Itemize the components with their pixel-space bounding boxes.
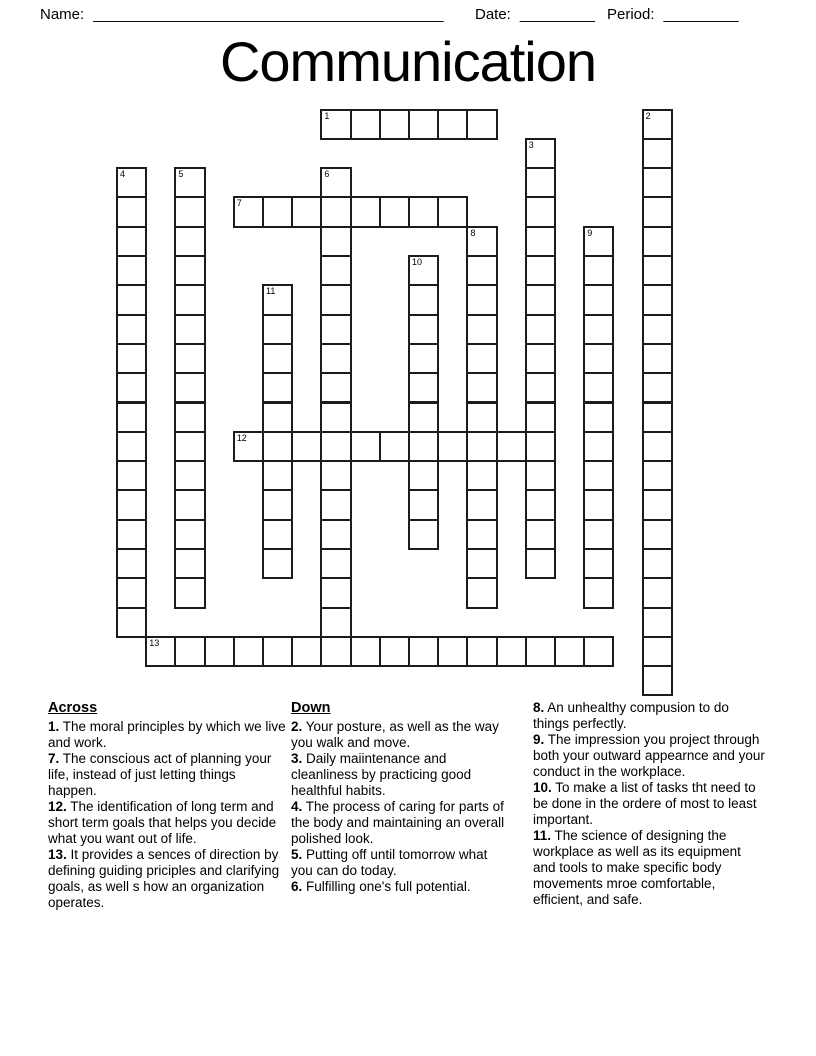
- grid-cell: [496, 431, 527, 462]
- clue-11: 11. The science of designing the workplace as well as its equipment and tools to make specific body movements mroe comfortable, efficient, and safe.: [533, 828, 741, 907]
- grid-cell: [262, 636, 293, 667]
- grid-cell: [174, 226, 205, 257]
- grid-cell: [525, 255, 556, 286]
- grid-cell: [525, 284, 556, 315]
- down-heading: Down: [291, 700, 331, 716]
- grid-cell: [466, 548, 497, 579]
- grid-cell: [408, 460, 439, 491]
- grid-cell: [116, 402, 147, 433]
- grid-cell: [262, 489, 293, 520]
- clue-9: 9. The impression you project through both your outward appearnce and your conduct in the workplace.: [533, 732, 765, 779]
- grid-cell: [262, 402, 293, 433]
- grid-cell: [174, 636, 205, 667]
- grid-cell: [466, 460, 497, 491]
- grid-cell: [554, 636, 585, 667]
- grid-cell: [262, 548, 293, 579]
- grid-cell: [116, 519, 147, 550]
- clue-8: 8. An unhealthy compusion to do things perfectly.: [533, 700, 729, 731]
- grid-cell: [466, 284, 497, 315]
- clue-3: 3. Daily maiintenance and cleanliness by practicing good healthful habits.: [291, 751, 472, 798]
- grid-cell: [116, 167, 147, 198]
- cell-number: 5: [178, 169, 184, 180]
- grid-cell: [642, 665, 673, 696]
- grid-cell: [174, 196, 205, 227]
- grid-cell: [408, 489, 439, 520]
- clue-number: 9.: [533, 732, 545, 747]
- cell-number: 2: [645, 110, 651, 121]
- grid-cell: [525, 196, 556, 227]
- grid-cell: [466, 431, 497, 462]
- grid-cell: [116, 196, 147, 227]
- cell-number: 10: [412, 257, 423, 267]
- grid-cell: [408, 431, 439, 462]
- grid-cell: [642, 138, 673, 169]
- grid-cell: [583, 489, 614, 520]
- grid-cell: [466, 255, 497, 286]
- grid-cell: [116, 577, 147, 608]
- grid-cell: [583, 460, 614, 491]
- grid-cell: [350, 431, 381, 462]
- grid-cell: [642, 226, 673, 257]
- grid-cell: [583, 372, 614, 403]
- date-blank-line: _________: [519, 6, 595, 23]
- grid-cell: [583, 519, 614, 550]
- grid-cell: [320, 372, 351, 403]
- grid-cell: [642, 109, 673, 140]
- grid-cell: [174, 577, 205, 608]
- grid-cell: [320, 402, 351, 433]
- grid-cell: [642, 460, 673, 491]
- clue-12: 12. The identification of long term and short term goals that helps you decide what you want out of life.: [48, 799, 277, 846]
- grid-cell: [525, 226, 556, 257]
- clue-number: 11.: [533, 828, 552, 843]
- grid-cell: [116, 284, 147, 315]
- cell-number: 4: [120, 169, 126, 180]
- cell-number: 8: [470, 227, 476, 238]
- grid-cell: [583, 431, 614, 462]
- grid-cell: [379, 636, 410, 667]
- grid-cell: [642, 167, 673, 198]
- grid-cell: [642, 548, 673, 579]
- grid-cell: [262, 519, 293, 550]
- grid-cell: [379, 431, 410, 462]
- grid-cell: [466, 489, 497, 520]
- grid-cell: [174, 489, 205, 520]
- grid-cell: [437, 431, 468, 462]
- grid-cell: [320, 284, 351, 315]
- grid-cell: [320, 460, 351, 491]
- grid-cell: [320, 489, 351, 520]
- grid-cell: [583, 577, 614, 608]
- grid-cell: [116, 460, 147, 491]
- grid-cell: [642, 314, 673, 345]
- clue-5: 5. Putting off until tomorrow what you can do today.: [291, 847, 488, 878]
- grid-cell: [204, 636, 235, 667]
- grid-cell: [437, 196, 468, 227]
- grid-cell: [437, 636, 468, 667]
- grid-cell: [174, 548, 205, 579]
- across-heading: Across: [48, 700, 98, 716]
- grid-cell: [116, 372, 147, 403]
- grid-cell: [320, 636, 351, 667]
- grid-cell: [350, 196, 381, 227]
- grid-cell: [408, 343, 439, 374]
- grid-cell: [525, 489, 556, 520]
- clue-column-down-2: [533, 700, 765, 908]
- grid-cell: [583, 284, 614, 315]
- cell-number: 11: [266, 286, 276, 297]
- grid-cell: [408, 372, 439, 403]
- grid-cell: [350, 636, 381, 667]
- clue-4: 4. The process of caring for parts of the body and maintaining an overall polished look.: [291, 799, 505, 846]
- clue-number: 10.: [533, 780, 552, 795]
- grid-cell: [408, 402, 439, 433]
- grid-cell: [174, 372, 205, 403]
- cell-number: 9: [587, 227, 593, 238]
- grid-cell: [525, 402, 556, 433]
- grid-cell: [466, 577, 497, 608]
- clue-number: 7.: [48, 751, 60, 766]
- clue-10: 10. To make a list of tasks tht need to be done in the ordere of most to least important.: [533, 780, 757, 827]
- grid-cell: [642, 607, 673, 638]
- grid-cell: [174, 431, 205, 462]
- cell-number: 3: [528, 139, 534, 150]
- grid-cell: [642, 636, 673, 667]
- clue-number: 4.: [291, 799, 303, 814]
- grid-cell: [525, 431, 556, 462]
- grid-cell: [174, 314, 205, 345]
- grid-cell: [116, 255, 147, 286]
- grid-cell: [408, 314, 439, 345]
- clue-2: 2. Your posture, as well as the way you walk and move.: [291, 719, 499, 750]
- grid-cell: [262, 314, 293, 345]
- grid-cell: [262, 431, 293, 462]
- grid-cell: [642, 196, 673, 227]
- grid-cell: [408, 196, 439, 227]
- grid-cell: [437, 109, 468, 140]
- grid-cell: [466, 636, 497, 667]
- grid-cell: [466, 226, 497, 257]
- grid-cell: [116, 489, 147, 520]
- name-blank-line: __________________________________________: [93, 6, 444, 23]
- grid-cell: [583, 255, 614, 286]
- grid-cell: [525, 343, 556, 374]
- clue-number: 13.: [48, 847, 67, 862]
- grid-cell: [174, 255, 205, 286]
- grid-cell: [466, 402, 497, 433]
- grid-cell: [642, 577, 673, 608]
- grid-cell: [408, 519, 439, 550]
- grid-cell: [320, 431, 351, 462]
- cell-number: 1: [324, 110, 330, 121]
- grid-cell: [174, 519, 205, 550]
- cell-number: 13: [149, 637, 160, 648]
- grid-cell: [379, 109, 410, 140]
- grid-cell: [525, 519, 556, 550]
- grid-cell: [116, 431, 147, 462]
- grid-cell: [466, 519, 497, 550]
- grid-cell: [466, 372, 497, 403]
- grid-cell: [262, 196, 293, 227]
- clue-1: 1. The moral principles by which we live and work.: [48, 719, 286, 750]
- grid-cell: [583, 636, 614, 667]
- grid-cell: [350, 109, 381, 140]
- cell-number: 7: [236, 198, 242, 209]
- grid-cell: [116, 607, 147, 638]
- clue-number: 3.: [291, 751, 303, 766]
- grid-cell: [320, 109, 351, 140]
- grid-cell: [320, 196, 351, 227]
- grid-cell: [466, 109, 497, 140]
- grid-cell: [233, 196, 264, 227]
- grid-cell: [525, 460, 556, 491]
- grid-cell: [408, 109, 439, 140]
- clue-number: 1.: [48, 719, 60, 734]
- grid-cell: [291, 431, 322, 462]
- grid-cell: [174, 402, 205, 433]
- grid-cell: [116, 548, 147, 579]
- grid-cell: [583, 226, 614, 257]
- grid-cell: [642, 489, 673, 520]
- grid-cell: [525, 138, 556, 169]
- grid-cell: [642, 284, 673, 315]
- grid-cell: [320, 167, 351, 198]
- grid-cell: [116, 226, 147, 257]
- grid-cell: [145, 636, 176, 667]
- grid-cell: [174, 284, 205, 315]
- clue-number: 5.: [291, 847, 303, 862]
- clue-number: 12.: [48, 799, 67, 814]
- clue-column-down-1: [291, 700, 505, 895]
- grid-cell: [291, 196, 322, 227]
- grid-cell: [466, 314, 497, 345]
- grid-cell: [583, 314, 614, 345]
- grid-cell: [525, 548, 556, 579]
- grid-cell: [466, 343, 497, 374]
- grid-cell: [525, 167, 556, 198]
- grid-cell: [583, 343, 614, 374]
- clue-13: 13. It provides a sences of direction by defining guiding priciples and clarifying goals, as well s how an organization operates.: [48, 847, 280, 910]
- grid-cell: [642, 372, 673, 403]
- grid-cell: [642, 431, 673, 462]
- grid-cell: [174, 460, 205, 491]
- grid-cell: [233, 636, 264, 667]
- grid-cell: [320, 255, 351, 286]
- grid-cell: [116, 314, 147, 345]
- cell-number: 6: [324, 169, 330, 180]
- clue-6: 6. Fulfilling one's full potential.: [291, 879, 471, 894]
- date-label: Date:: [475, 6, 511, 23]
- clue-number: 2.: [291, 719, 303, 734]
- grid-cell: [583, 402, 614, 433]
- grid-cell: [320, 607, 351, 638]
- clue-7: 7. The conscious act of planning your life, instead of just letting things happen.: [48, 751, 272, 798]
- grid-cell: [320, 519, 351, 550]
- grid-cell: [320, 343, 351, 374]
- name-label: Name:: [40, 6, 85, 23]
- grid-cell: [642, 402, 673, 433]
- grid-cell: [174, 167, 205, 198]
- grid-cell: [496, 636, 527, 667]
- grid-cell: [116, 343, 147, 374]
- grid-cell: [233, 431, 264, 462]
- grid-cell: [408, 636, 439, 667]
- grid-cell: [291, 636, 322, 667]
- cell-number: 12: [236, 432, 247, 443]
- grid-cell: [642, 519, 673, 550]
- grid-cell: [320, 226, 351, 257]
- grid-cell: [262, 284, 293, 315]
- clue-column-across: [48, 700, 288, 911]
- grid-cell: [525, 372, 556, 403]
- grid-cell: [320, 314, 351, 345]
- grid-cell: [408, 255, 439, 286]
- period-blank-line: _________: [663, 6, 739, 23]
- clue-number: 6.: [291, 879, 303, 894]
- grid-cell: [525, 314, 556, 345]
- grid-cell: [262, 460, 293, 491]
- grid-cell: [642, 255, 673, 286]
- grid-cell: [262, 372, 293, 403]
- grid-cell: [583, 548, 614, 579]
- grid-cell: [174, 343, 205, 374]
- page-title: Communication: [219, 30, 597, 93]
- grid-cell: [408, 284, 439, 315]
- grid-cell: [642, 343, 673, 374]
- grid-cell: [525, 636, 556, 667]
- grid-cell: [379, 196, 410, 227]
- grid-cell: [320, 548, 351, 579]
- period-label: Period:: [607, 6, 655, 23]
- clue-number: 8.: [533, 700, 545, 715]
- grid-cell: [262, 343, 293, 374]
- grid-cell: [320, 577, 351, 608]
